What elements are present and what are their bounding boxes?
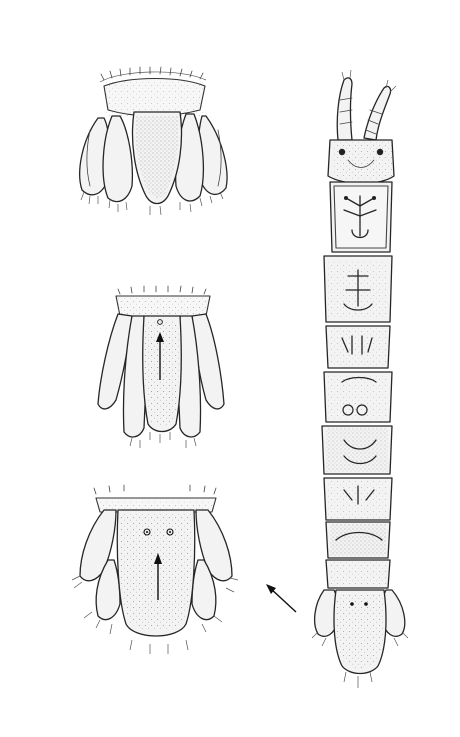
panel-terminal-segment-setae [72,485,238,654]
terminal-segment [312,590,408,688]
lobe-inner-left [103,116,132,202]
panel-whole-exuviae [312,70,408,688]
panel-terminal-segment-arrow [98,286,224,448]
antenna-right [364,86,391,140]
antenna-left [337,78,352,140]
arrow-to-terminal-icon [266,584,296,612]
panel-anal-lobes [80,67,227,215]
body-segments [322,182,392,588]
